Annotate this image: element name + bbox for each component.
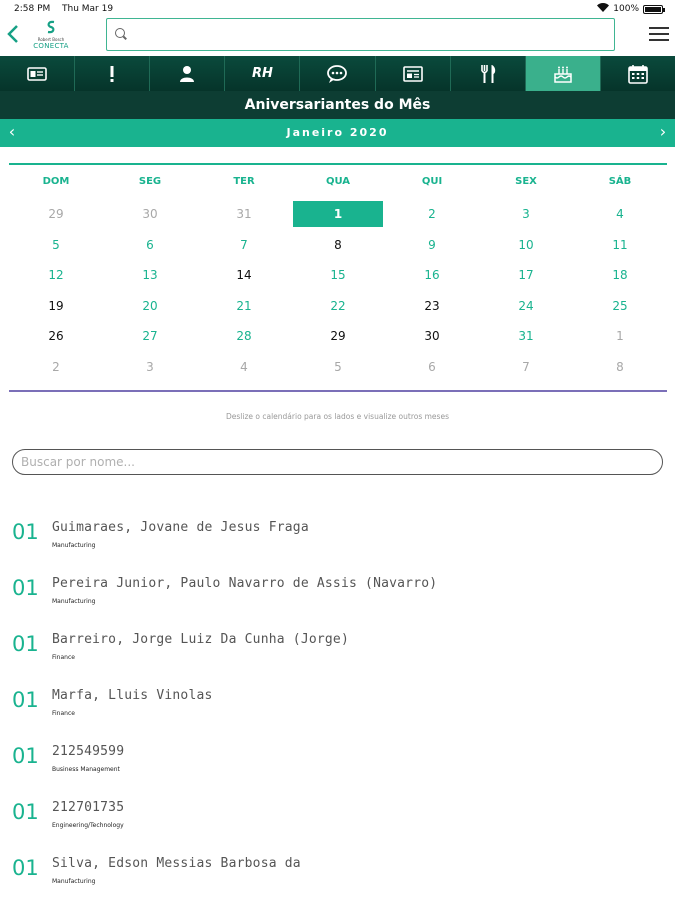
list-item[interactable]	[0, 848, 675, 900]
toolbar-restaurant[interactable]	[451, 56, 526, 91]
calendar-day-number: 5	[52, 237, 60, 252]
calendar-day-number: 24	[518, 298, 534, 313]
calendar-week-row	[9, 291, 667, 322]
weekday-label: TER	[233, 176, 255, 187]
birthday-day: 01	[12, 688, 39, 712]
calendar-icon	[627, 63, 649, 85]
person-department: Finance	[52, 654, 75, 661]
calendar-day-number: 3	[522, 207, 530, 221]
calendar-day-number: 27	[142, 329, 158, 344]
calendar-week-row	[9, 199, 667, 230]
toolbar-chat[interactable]	[300, 56, 375, 91]
calendar-day[interactable]	[291, 260, 385, 291]
birthday-day: 01	[12, 800, 39, 824]
list-item[interactable]	[0, 568, 675, 624]
calendar-day-number: 6	[428, 359, 436, 374]
back-button[interactable]	[6, 24, 22, 46]
weekday-label: QUI	[421, 176, 443, 187]
calendar-day[interactable]	[573, 199, 667, 230]
calendar-day[interactable]	[197, 260, 291, 291]
month-navigator	[0, 119, 675, 147]
app-logo	[28, 20, 74, 52]
status-right	[597, 3, 663, 15]
calendar-day-number: 23	[424, 298, 440, 313]
page-title: Aniversariantes do Mês	[0, 91, 675, 119]
swipe-hint: Deslize o calendário para os lados e visualize outros meses	[226, 412, 449, 421]
calendar-day-number: 25	[612, 298, 628, 313]
calendar-day[interactable]	[103, 321, 197, 352]
calendar-day-number: 18	[612, 268, 628, 283]
fork-knife-icon	[477, 63, 499, 85]
birthday-day: 01	[12, 520, 39, 544]
toolbar-id-card[interactable]	[0, 56, 75, 91]
person-name: Pereira Junior, Paulo Navarro de Assis (Navarro)	[52, 576, 438, 591]
toolbar-profile[interactable]	[150, 56, 225, 91]
toolbar-birthdays[interactable]	[526, 56, 601, 91]
list-item[interactable]	[0, 680, 675, 736]
calendar-day[interactable]	[479, 321, 573, 352]
calendar-day-number: 31	[518, 329, 534, 344]
birthday-cake-icon	[552, 63, 574, 85]
calendar-day-number: 7	[240, 237, 248, 252]
calendar-day[interactable]	[385, 321, 479, 352]
calendar-day[interactable]	[103, 291, 197, 322]
calendar-day[interactable]	[197, 321, 291, 352]
next-month-button[interactable]: ›	[659, 122, 667, 141]
calendar-day[interactable]	[573, 321, 667, 352]
person-icon	[176, 63, 198, 85]
calendar-week-row	[9, 230, 667, 261]
calendar-body	[9, 199, 667, 383]
wifi-icon	[597, 3, 609, 15]
weekday-label: SÁB	[608, 176, 632, 187]
calendar-day-number: 10	[518, 237, 534, 252]
calendar-day-number: 8	[616, 359, 624, 374]
rh-icon: RH	[251, 66, 273, 81]
calendar-day[interactable]	[573, 260, 667, 291]
calendar-day-number: 2	[428, 207, 436, 221]
battery-percent: 100%	[613, 4, 639, 14]
search-icon	[115, 28, 125, 38]
calendar-day[interactable]	[9, 291, 103, 322]
main-toolbar	[0, 56, 675, 91]
calendar-day-number: 4	[240, 359, 248, 374]
menu-line	[649, 27, 669, 29]
calendar-day[interactable]	[197, 230, 291, 261]
calendar-week-row	[9, 321, 667, 352]
calendar-grid	[9, 163, 667, 392]
birthday-day: 01	[12, 576, 39, 600]
calendar-day[interactable]	[479, 291, 573, 322]
calendar-day-number: 2	[52, 359, 60, 374]
person-department: Manufacturing	[52, 598, 96, 605]
logo-mark-icon	[28, 20, 74, 37]
calendar-day[interactable]	[385, 199, 479, 230]
hamburger-menu-button[interactable]	[649, 27, 669, 43]
calendar-day-number: 5	[334, 359, 342, 374]
toolbar-calendar[interactable]	[601, 56, 675, 91]
birthday-list	[0, 512, 675, 900]
person-name: Guimaraes, Jovane de Jesus Fraga	[52, 520, 309, 535]
birthday-day: 01	[12, 744, 39, 768]
calendar-day[interactable]	[9, 199, 103, 230]
person-department: Finance	[52, 710, 75, 717]
toolbar-rh[interactable]	[225, 56, 300, 91]
toolbar-news[interactable]	[376, 56, 451, 91]
calendar-day[interactable]	[573, 352, 667, 383]
weekday-label: SEG	[138, 176, 162, 187]
calendar-day-number: 30	[142, 207, 158, 221]
calendar-day[interactable]	[479, 199, 573, 230]
calendar-day-number: 1	[293, 201, 383, 227]
birthday-day: 01	[12, 632, 39, 656]
calendar-day[interactable]	[291, 291, 385, 322]
person-department: Manufacturing	[52, 542, 96, 549]
weekday-label: DOM	[42, 176, 70, 187]
id-card-icon	[26, 63, 48, 85]
birthday-day: 01	[12, 856, 39, 880]
calendar-weekday-header	[9, 165, 667, 199]
battery-icon	[643, 5, 663, 14]
calendar-day-number: 29	[48, 207, 64, 221]
person-name: 212701735	[52, 800, 125, 815]
calendar-day-number: 29	[330, 329, 346, 344]
name-search-field[interactable]	[12, 449, 663, 475]
person-name: Silva, Edson Messias Barbosa da	[52, 856, 301, 871]
calendar-day-number: 19	[48, 298, 64, 313]
calendar-day[interactable]	[573, 291, 667, 322]
calendar-day-number: 30	[424, 329, 440, 344]
chat-icon	[326, 63, 348, 85]
calendar-day[interactable]	[9, 321, 103, 352]
person-department: Manufacturing	[52, 878, 96, 885]
status-date: Thu Mar 19	[62, 4, 114, 14]
calendar-day-number: 9	[428, 237, 436, 252]
calendar-day-number: 26	[48, 329, 64, 344]
status-time: 2:58 PM	[14, 4, 51, 14]
calendar-week-row	[9, 352, 667, 383]
prev-month-button[interactable]: ‹	[8, 122, 16, 141]
chevron-left-icon	[6, 24, 20, 44]
menu-line	[649, 33, 669, 35]
calendar-day[interactable]	[197, 291, 291, 322]
calendar-day-number: 11	[612, 237, 628, 252]
calendar-day-number: 14	[236, 268, 252, 283]
weekday-label: QUA	[325, 176, 351, 187]
battery-fill	[645, 7, 661, 12]
calendar-day[interactable]	[197, 199, 291, 230]
calendar-day-number: 17	[518, 268, 534, 283]
calendar-day[interactable]	[573, 230, 667, 261]
logo-subtitle: CONECTA	[33, 42, 69, 50]
person-name: Marfa, Lluis Vinolas	[52, 688, 213, 703]
calendar-day[interactable]	[291, 352, 385, 383]
calendar-day-number: 13	[142, 268, 158, 283]
calendar-day-number: 7	[522, 359, 530, 374]
person-name: Barreiro, Jorge Luiz Da Cunha (Jorge)	[52, 632, 349, 647]
calendar-day-number: 12	[48, 268, 64, 283]
status-bar	[0, 0, 675, 18]
name-search-input[interactable]	[13, 450, 662, 474]
menu-line	[649, 39, 669, 41]
app-header	[0, 18, 675, 54]
list-item[interactable]	[0, 792, 675, 848]
calendar-day[interactable]	[291, 230, 385, 261]
list-item[interactable]	[0, 624, 675, 680]
calendar-week-row	[9, 260, 667, 291]
current-month-label: Janeiro 2020	[286, 126, 389, 139]
calendar-day-number: 15	[330, 268, 346, 283]
person-name: 212549599	[52, 744, 125, 759]
calendar-day[interactable]	[479, 260, 573, 291]
calendar-day-number: 4	[616, 207, 624, 221]
calendar-day-number: 1	[616, 329, 624, 344]
calendar-day-number: 6	[146, 237, 154, 252]
calendar-day[interactable]	[9, 230, 103, 261]
top-search-input[interactable]	[106, 18, 615, 51]
calendar-day-number: 8	[334, 237, 342, 252]
person-department: Business Management	[52, 766, 120, 773]
calendar-day[interactable]	[103, 230, 197, 261]
calendar-day-selected[interactable]	[291, 199, 385, 230]
list-item[interactable]	[0, 736, 675, 792]
calendar-day[interactable]	[197, 352, 291, 383]
calendar-day-number: 16	[424, 268, 440, 283]
calendar-day[interactable]	[103, 199, 197, 230]
calendar-day-number: 22	[330, 298, 346, 313]
calendar-day-number: 31	[236, 207, 252, 221]
calendar-day[interactable]	[9, 260, 103, 291]
calendar-day[interactable]	[479, 230, 573, 261]
calendar-day-number: 3	[146, 359, 154, 374]
alert-icon	[101, 63, 123, 85]
news-icon	[402, 63, 424, 85]
calendar-day[interactable]	[385, 352, 479, 383]
calendar-day[interactable]	[385, 260, 479, 291]
toolbar-alerts[interactable]	[75, 56, 150, 91]
calendar-day-number: 21	[236, 298, 252, 313]
calendar-day[interactable]	[385, 291, 479, 322]
calendar-day-number: 28	[236, 329, 252, 344]
calendar-day[interactable]	[385, 230, 479, 261]
calendar-day-number: 20	[142, 298, 158, 313]
person-department: Engineering/Technology	[52, 822, 124, 829]
calendar-day[interactable]	[479, 352, 573, 383]
calendar-day[interactable]	[291, 321, 385, 352]
calendar-day[interactable]	[103, 352, 197, 383]
list-item[interactable]	[0, 512, 675, 568]
logo-brand: Robert Bosch	[37, 37, 65, 42]
calendar-day[interactable]	[103, 260, 197, 291]
weekday-label: SEX	[515, 176, 537, 187]
calendar-day[interactable]	[9, 352, 103, 383]
